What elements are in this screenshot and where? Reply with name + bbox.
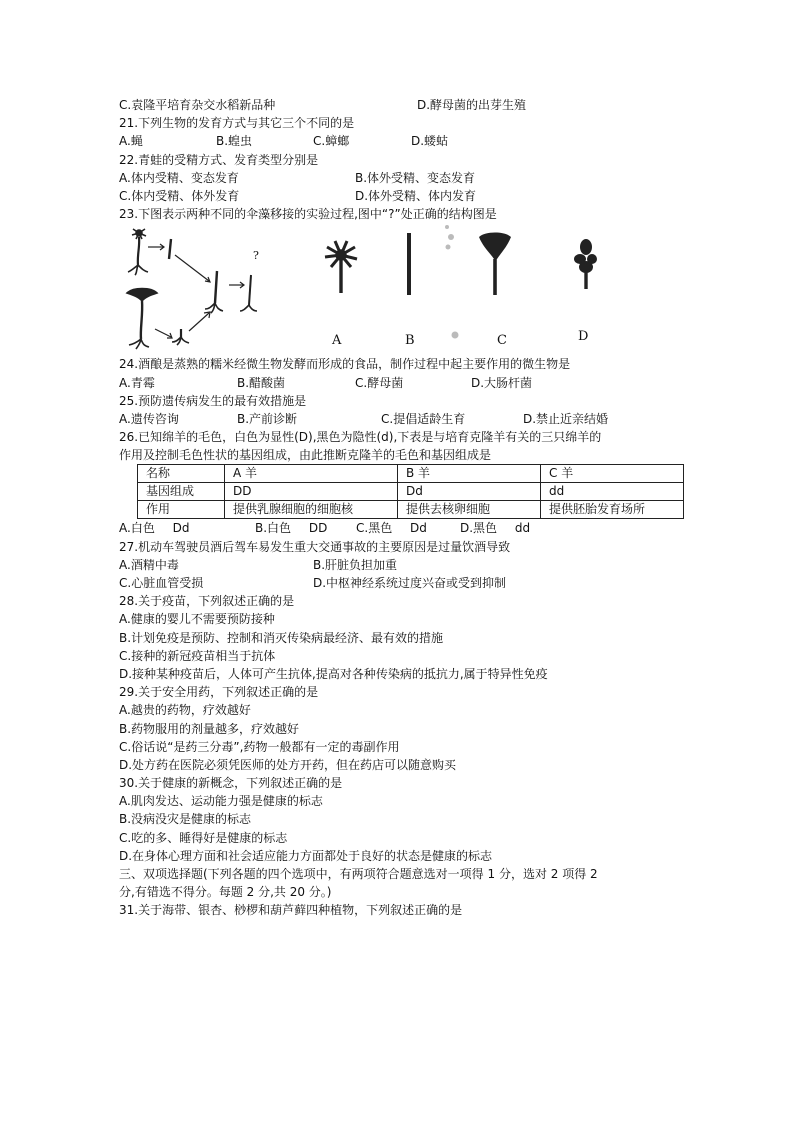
- q30-option-c[interactable]: C.吃的多、睡得好是健康的标志: [119, 830, 288, 845]
- q27-option-a[interactable]: A.酒精中毒: [119, 557, 179, 572]
- table-cell: DD: [225, 483, 398, 501]
- q23-stem: 23.下图表示两种不同的伞藻移接的实验过程,图中“?”处正确的结构图是: [119, 207, 497, 222]
- q21-option-a[interactable]: A.蝇: [119, 134, 143, 149]
- table-header-cell: C 羊: [541, 465, 684, 483]
- q26-gene-table: [137, 464, 684, 519]
- option-a-flower-cap-icon[interactable]: [321, 237, 361, 297]
- q26-option-b-color: B.白色: [255, 521, 292, 536]
- q25-option-a[interactable]: A.遗传咨询: [119, 411, 179, 426]
- q26-stem-1: 26.已知绵羊的毛色，白色为显性(D),黑色为隐性(d),下表是与培育克隆羊有关的三只绵羊的: [119, 430, 602, 445]
- q26-option-c-gene: Dd: [410, 521, 427, 536]
- table-row: [138, 501, 684, 519]
- q21-option-c[interactable]: C.蟑螂: [313, 134, 350, 149]
- table-cell: 提供胚胎发育场所: [541, 501, 684, 519]
- table-cell: 提供去核卵细胞: [398, 501, 541, 519]
- section-3-heading-cont: 分,有错选不得分。每题 2 分,共 20 分。): [119, 885, 332, 900]
- q29-option-d[interactable]: D.处方药在医院必须凭医师的处方开药，但在药店可以随意购买: [119, 757, 457, 772]
- q29-stem: 29.关于安全用药，下列叙述正确的是: [119, 685, 319, 700]
- q28-option-c[interactable]: C.接种的新冠疫苗相当于抗体: [119, 648, 276, 663]
- table-cell: Dd: [398, 483, 541, 501]
- q27-option-c[interactable]: C.心脏血管受损: [119, 576, 204, 590]
- q27-options-row-1: [119, 556, 694, 574]
- q20-options-row: [119, 96, 694, 114]
- q21-options-row: [119, 132, 694, 150]
- q26-option-b[interactable]: [255, 519, 327, 537]
- q23-question-mark: ?: [253, 249, 259, 263]
- q22-option-d[interactable]: D.体外受精、体内发育: [355, 188, 477, 203]
- option-d-lobed-cap-icon[interactable]: [573, 237, 599, 291]
- q28-stem: 28.关于疫苗，下列叙述正确的是: [119, 594, 295, 609]
- table-cell: 提供乳腺细胞的细胞核: [225, 501, 398, 519]
- q22-option-c[interactable]: C.体内受精、体外发育: [119, 188, 240, 203]
- q24-option-a[interactable]: A.青霉: [119, 375, 155, 390]
- q22-option-b[interactable]: B.体外受精、变态发育: [355, 170, 476, 185]
- option-b-label[interactable]: B: [405, 333, 415, 349]
- table-header-cell: 名称: [138, 465, 225, 483]
- q20-option-c[interactable]: C.袁隆平培育杂交水稻新品种: [119, 98, 276, 112]
- table-row: [138, 483, 684, 501]
- q31-stem: 31.关于海带、银杏、桫椤和葫芦藓四种植物，下列叙述正确的是: [119, 903, 463, 918]
- q21-option-d[interactable]: D.蝼蛄: [411, 134, 449, 149]
- q27-options-row-2: [119, 574, 694, 592]
- q26-option-d-color: D.黑色: [460, 521, 498, 536]
- scan-speck-decoration: [441, 223, 461, 263]
- q27-option-d[interactable]: D.中枢神经系统过度兴奋或受到抑制: [313, 576, 507, 590]
- q30-option-b[interactable]: B.没病没灾是健康的标志: [119, 812, 252, 827]
- option-b-stalk-icon[interactable]: [401, 231, 417, 297]
- q28-option-a[interactable]: A.健康的婴儿不需要预防接种: [119, 612, 275, 627]
- q20-option-d[interactable]: D.酵母菌的出芽生殖: [417, 98, 527, 112]
- option-a-label[interactable]: A: [332, 333, 342, 349]
- q24-option-c[interactable]: C.酵母菌: [355, 375, 404, 390]
- q24-option-b[interactable]: B.醋酸菌: [237, 375, 286, 390]
- exam-page: [119, 96, 694, 920]
- option-c-label[interactable]: C: [497, 333, 507, 349]
- table-header-cell: A 羊: [225, 465, 398, 483]
- q30-stem: 30.关于健康的新概念，下列叙述正确的是: [119, 776, 343, 791]
- q27-stem: 27.机动车驾驶员酒后驾车易发生重大交通事故的主要原因是过量饮酒导致: [119, 539, 511, 554]
- q29-option-a[interactable]: A.越贵的药物，疗效越好: [119, 703, 251, 718]
- q26-options-row: [119, 519, 694, 537]
- alga-umbrella-cap-icon: [127, 289, 157, 350]
- q26-option-b-gene: DD: [308, 521, 328, 536]
- table-cell: dd: [541, 483, 684, 501]
- table-cell: 作用: [138, 501, 225, 519]
- option-d-label[interactable]: D: [578, 329, 589, 345]
- alga-flower-cap-icon: [128, 229, 148, 275]
- table-header-cell: B 羊: [398, 465, 541, 483]
- q26-stem-2: 作用及控制毛色性状的基因组成，由此推断克隆羊的毛色和基因组成是: [119, 448, 492, 463]
- q28-option-b[interactable]: B.计划免疫是预防、控制和消灭传染病最经济、最有效的措施: [119, 630, 444, 645]
- q30-option-d[interactable]: D.在身体心理方面和社会适应能力方面都处于良好的状态是健康的标志: [119, 848, 493, 863]
- q25-option-c[interactable]: C.提倡适龄生育: [381, 411, 466, 426]
- q26-option-a[interactable]: [119, 519, 190, 537]
- q22-options-row-2: [119, 187, 694, 205]
- q26-option-a-gene: Dd: [172, 521, 190, 536]
- q25-options-row: [119, 410, 694, 428]
- q21-stem: 21.下列生物的发育方式与其它三个不同的是: [119, 116, 355, 131]
- q29-option-c[interactable]: C.俗话说“是药三分毒”,药物一般都有一定的毒副作用: [119, 739, 400, 754]
- q25-option-d[interactable]: D.禁止近亲结婚: [523, 411, 609, 426]
- q26-option-d-gene: dd: [514, 521, 531, 536]
- q21-option-b[interactable]: B.蝗虫: [216, 134, 253, 149]
- q22-option-a[interactable]: A.体内受精、变态发育: [119, 170, 239, 185]
- q24-options-row: [119, 374, 694, 392]
- option-c-umbrella-cap-icon[interactable]: [477, 231, 513, 297]
- q23-figure: [119, 223, 694, 355]
- q22-stem: 22.青蛙的受精方式、发育类型分别是: [119, 152, 319, 167]
- q22-options-row-1: [119, 169, 694, 187]
- scan-speck-decoration-2: [449, 329, 461, 341]
- umbrella-alga-experiment-diagram: [123, 225, 273, 353]
- table-cell: 基因组成: [138, 483, 225, 501]
- q25-stem: 25.预防遗传病发生的最有效措施是: [119, 393, 307, 408]
- table-header-row: [138, 465, 684, 483]
- q26-option-d[interactable]: [460, 519, 530, 537]
- q24-stem: 24.酒酿是蒸熟的糯米经微生物发酵而形成的食品，制作过程中起主要作用的微生物是: [119, 357, 571, 372]
- q30-option-a[interactable]: A.肌肉发达、运动能力强是健康的标志: [119, 794, 323, 809]
- q29-option-b[interactable]: B.药物服用的剂量越多，疗效越好: [119, 721, 300, 736]
- q26-option-c[interactable]: [356, 519, 427, 537]
- q24-option-d[interactable]: D.大肠杆菌: [471, 375, 533, 390]
- q26-option-a-color: A.白色: [119, 521, 155, 536]
- q27-option-b[interactable]: B.肝脏负担加重: [313, 557, 398, 572]
- q28-option-d[interactable]: D.接种某种疫苗后，人体可产生抗体,提高对各种传染病的抵抗力,属于特异性免疫: [119, 666, 548, 681]
- q25-option-b[interactable]: B.产前诊断: [237, 411, 298, 426]
- section-3-heading: 三、双项选择题(下列各题的四个选项中，有两项符合题意选对一项得 1 分，选对 2 项得 2: [119, 867, 598, 881]
- q26-option-c-color: C.黑色: [356, 521, 393, 536]
